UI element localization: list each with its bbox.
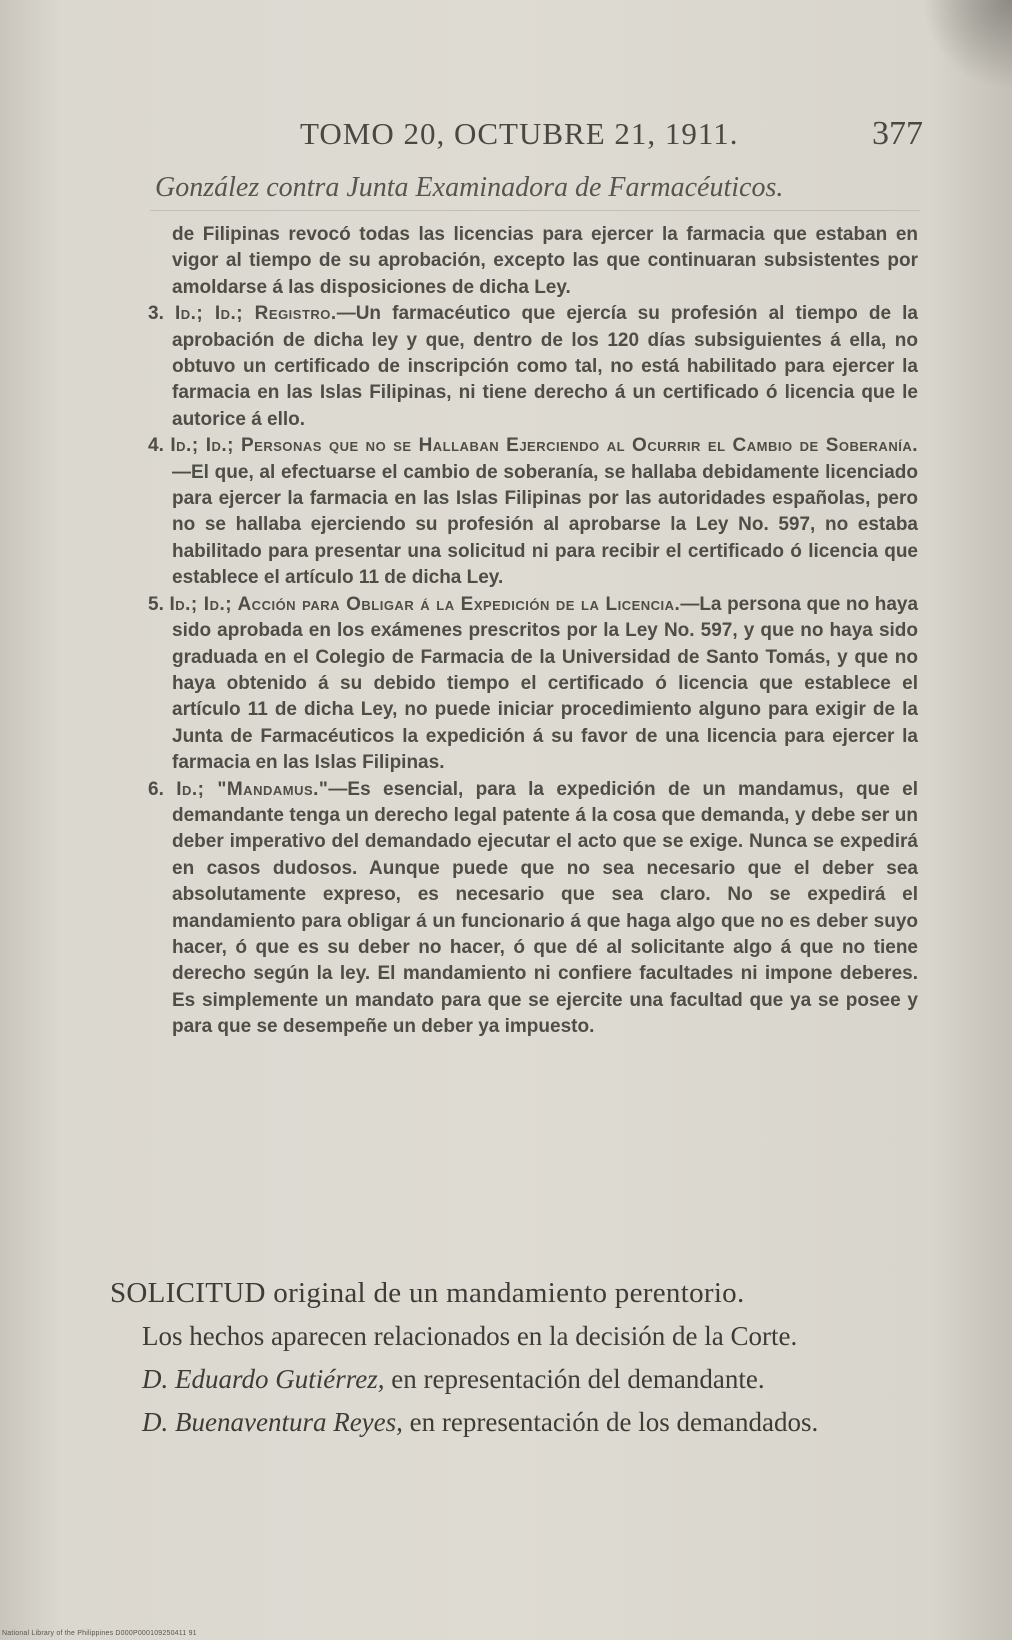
syllabus-item-3 (148, 301, 918, 433)
counsel-1-role: en representación del demandante. (391, 1364, 765, 1394)
item-heading: Id.; Id.; Personas que no se Hallaban Ejerciendo al Ocurrir el Cambio de Soberanía. (170, 435, 918, 457)
hechos-paragraph: Los hechos aparecen relacionados en la decisión de la Corte. (142, 1321, 798, 1351)
syllabus-item-6 (148, 777, 918, 1041)
page-number: 377 (872, 115, 923, 152)
item-text: —La persona que no haya sido aprobada en los exámenes prescritos por la Ley No. 597, y que no haya sido graduada en el Colegio de Farmacia de la Universidad de Santo Tomás, y que no haya obtenido á su debido tiempo el certificado ó licencia que establece el artículo 11 de dicha Ley, no puede iniciar procedimiento alguno para exigir de la Junta de Farmacéuticos la expedición á su favor de una licencia para ejercer la farmacia en las Islas Filipinas. (172, 593, 919, 774)
scan-footer-note: National Library of the Philippines D000P000109250411 91 (2, 1630, 197, 1637)
item-text: —Es esencial, para la expedición de un mandamus, que el demandante tenga un derecho legal patente á la cosa que demanda, y debe ser un deber imperativo del demandado ejecutar el acto que se exige. Nunca se expedirá en casos dudosos. Aunque puede que no sea necesario que el deber sea absolutamente expreso, es necesario que sea claro. No se expedirá el mandamiento para obligar á un funcionario á que haga algo que no es deber suyo hacer, ó que es su deber no hacer, ó que dé al solicitante algo á que no tiene derecho según la ley. El mandamiento ni confiere facultades ni impone deberes. Es simplemente un mandato para que se ejercite una facultad que ya se posee y para que se desempeñe un deber ya impuesto. (172, 778, 918, 1038)
page-corner-shadow (922, 0, 1012, 90)
item-text: —El que, al efectuarse el cambio de soberanía, se hallaba debidamente licenciado para ejercer la farmacia en las Islas Filipinas por las autoridades españolas, pero no se hallaba ejerciendo su profesión al aprobarse la Ley No. 597, no estaba habilitado para presentar una solicitud ni para recibir el certificado ó licencia que establece el artículo 11 de dicha Ley. (172, 461, 918, 589)
item-number: 4. (148, 435, 164, 457)
header-rule (150, 210, 920, 211)
item-heading: Id.; "Mandamus." (176, 778, 329, 800)
item-number: 3. (148, 303, 164, 325)
counsel-1-name: D. Eduardo Gutiérrez, (142, 1364, 385, 1394)
page-header (155, 115, 923, 153)
counsel-2-name: D. Buenaventura Reyes, (142, 1407, 403, 1437)
syllabus-item-5 (148, 592, 918, 777)
counsel-plaintiff (110, 1363, 910, 1396)
case-title: González contra Junta Examinadora de Farmacéuticos. (155, 172, 784, 203)
item-number: 6. (148, 778, 164, 800)
item-heading: Id.; Id.; Registro. (174, 303, 337, 325)
counsel-defendants (110, 1406, 910, 1439)
body-text (110, 1277, 910, 1449)
item-heading: Id.; Id.; Acción para Obligar á la Expedición de la Licencia. (169, 593, 681, 615)
syllabus (148, 222, 918, 1041)
running-head: TOMO 20, OCTUBRE 21, 1911. (300, 116, 739, 151)
syllabus-item-4 (148, 433, 918, 591)
solicitud-line: SOLICITUD original de un mandamiento perentorio. (110, 1277, 745, 1309)
item-text: —Un farmacéutico que ejercía su profesión al tiempo de la aprobación de dicha ley y que, dentro de los 120 días subsiguientes á ella, no obtuvo un certificado de inscripción como tal, no está habilitado para ejercer la farmacia en las Islas Filipinas, ni tiene derecho á un certificado ó licencia que le autorice á ello. (172, 303, 918, 430)
item-number: 5. (148, 593, 164, 615)
syllabus-continuation: de Filipinas revocó todas las licencias para ejercer la farmacia que estaban en vigor al tiempo de su aprobación, excepto las que continuaran subsistentes por amoldarse á las disposiciones de dicha Ley. (172, 224, 918, 298)
counsel-2-role: en representación de los demandados. (409, 1407, 819, 1437)
